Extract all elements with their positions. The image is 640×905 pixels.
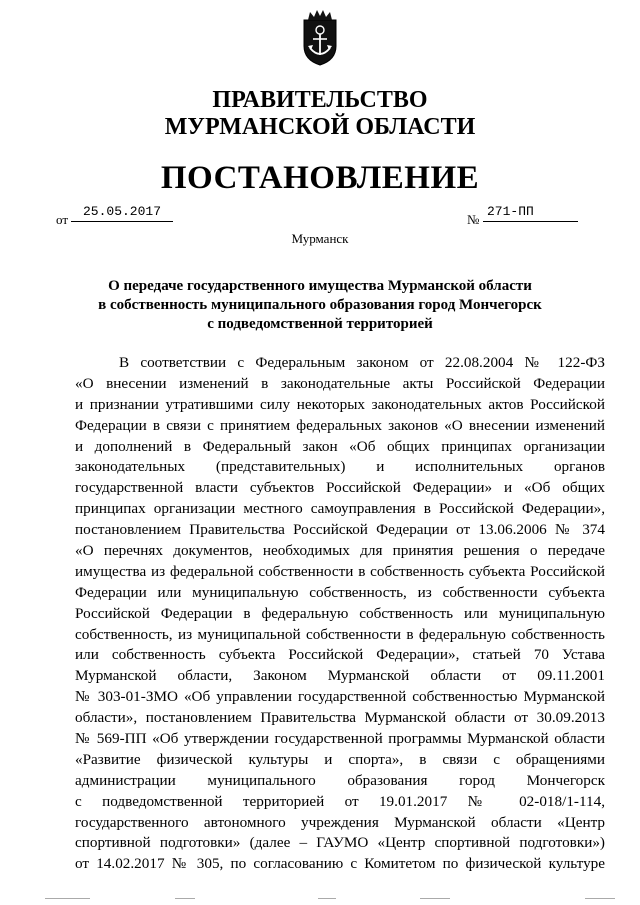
subject-line: в собственность муниципального образования город Мончегорск [98, 297, 542, 313]
body-line: «О внесении изменений в законодательные акты Российской Федерации [75, 374, 605, 392]
body-line: и признании утратившими силу некоторых законодательных актов Российской [75, 395, 605, 413]
body-line: области», постановлением Правительства Мурманской области от 30.09.2013 [75, 709, 605, 727]
scan-mark [318, 898, 336, 899]
body-line: с подведомственной территорией от 19.01.2017 № 02-018/1-114, [75, 792, 605, 810]
body-line: В соответствии с Федеральным законом от 22.08.2004 № 122-ФЗ [119, 354, 605, 371]
date-label: от [56, 212, 69, 227]
body-line: или собственность субъекта Российской Федерации», статьей 70 Устава [75, 646, 605, 664]
city-name: Мурманск [291, 231, 349, 246]
body-line: собственность, из муниципальной собственности в федеральную собственность [75, 625, 605, 643]
government-name-line1: ПРАВИТЕЛЬСТВО [212, 87, 428, 113]
body-line: Федерации или муниципальную собственность, из собственности субъекта [75, 583, 605, 601]
body-line: Мурманской области, Законом Мурманской области от 09.11.2001 [75, 667, 605, 685]
body-line: постановлением Правительства Российской Федерации от 13.06.2006 № 374 [75, 521, 605, 539]
number-label: № [467, 212, 480, 227]
body-line: принципах организации местного самоуправления в Российской Федерации», [75, 500, 605, 518]
body-line: от 14.02.2017 № 305, по согласованию с Комитетом по физической культуре [75, 855, 605, 873]
body-line: администрации муниципального образования город Мончегорск [75, 771, 605, 789]
body-line: спортивной подготовки» (далее – ГАУМО «Центр спортивной подготовки») [75, 834, 605, 852]
subject-line: с подведомственной территорией [207, 316, 433, 332]
scan-mark [45, 898, 90, 899]
body-line: законодательных (представительных) и исполнительных органов [75, 458, 605, 476]
body-line: имущества из федеральной собственности в собственность субъекта Российской [75, 562, 605, 580]
subject-line: О передаче государственного имущества Мурманской области [108, 278, 532, 294]
government-name-line2: МУРМАНСКОЙ ОБЛАСТИ [164, 114, 476, 140]
body-line: Российской Федерации в федеральную собственность или муниципальную [75, 604, 605, 622]
scan-mark [175, 898, 195, 899]
document-body [75, 353, 605, 875]
body-line: Федерации в связи с принятием федеральных законов «О внесении изменений [75, 416, 605, 434]
scan-mark [585, 898, 615, 899]
number-value: 271-ПП [483, 204, 578, 222]
document-meta-row [0, 204, 640, 230]
scan-footer-marks [0, 898, 640, 902]
body-line: № 569-ПП «Об утверждении государственной программы Мурманской области [75, 730, 605, 748]
body-line: № 303-01-ЗМО «Об управлении государственной собственностью Мурманской [75, 688, 605, 706]
date-value: 25.05.2017 [71, 204, 173, 222]
body-line: государственной власти субъектов Российской Федерации» и «Об общих [75, 479, 605, 497]
coat-of-arms-emblem-icon [298, 8, 342, 66]
body-line: «О перечнях документов, необходимых для принятия решения о передаче [75, 542, 605, 560]
body-line: государственного автономного учреждения Мурманской области «Центр [75, 813, 605, 831]
scan-mark [420, 898, 450, 899]
body-line: и дополнений в Федеральный закон «Об общих принципах организации [75, 437, 605, 455]
document-type-title: ПОСТАНОВЛЕНИЕ [160, 160, 480, 196]
document-subject [80, 277, 560, 334]
body-line: «Развитие физической культуры и спорта», в связи с обращениями [75, 750, 605, 768]
